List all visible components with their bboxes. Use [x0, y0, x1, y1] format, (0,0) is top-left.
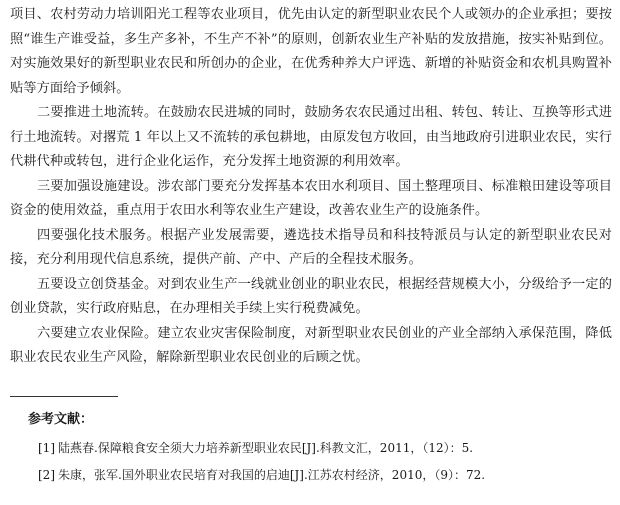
references-divider — [10, 396, 118, 397]
reference-number: [1] — [38, 441, 55, 455]
references-list — [38, 440, 612, 494]
reference-item — [38, 467, 612, 484]
paragraph-insurance: 六要建立农业保险。建立农业灾害保险制度，对新型职业农民创业的产业全部纳入承保范围，降低职业农民农业生产风险，解除新型职业农民创业的后顾之忧。 — [10, 325, 612, 365]
body-text — [10, 3, 612, 371]
reference-text: 朱康，张军.国外职业农民培育对我国的启迪[J].江苏农村经济，2010，（9）：72. — [58, 468, 486, 482]
paragraph-startup-fund: 五要设立创贷基金。对到农业生产一线就业创业的职业农民，根据经营规模大小，分级给予一定的创业贷款，实行政府贴息，在办理相关手续上实行税费减免。 — [10, 276, 612, 316]
reference-number: [2] — [38, 468, 55, 482]
paragraph-land-transfer: 二要推进土地流转。在鼓励农民进城的同时，鼓励务农农民通过出租、转包、转让、互换等形式进行土地流转。对撂荒 1 年以上又不流转的承包耕地，由原发包方收回，由当地政府引进职业农民，实行代耕代种或转包，进行企业化运作，充分发挥土地资源的利用效率。 — [10, 105, 612, 169]
paragraph-continued: 项目、农村劳动力培训阳光工程等农业项目，优先由认定的新型职业农民个人或领办的企业承担；要按照“谁生产谁受益，多生产多补，不生产不补”的原则，创新农业生产补贴的发放措施，按实补贴到位。对实施效果好的新型职业农民和所创办的企业，在优秀种养大户评选、新增的补贴资金和农机具购置补贴等方面给予倾斜。 — [10, 7, 612, 96]
reference-text: 陆燕春.保障粮食安全须大力培养新型职业农民[J].科教文汇，2011，（12）：5. — [58, 441, 474, 455]
references-title: 参考文献： — [28, 412, 94, 427]
paragraph-tech-service: 四要强化技术服务。根据产业发展需要，遴选技术指导员和科技特派员与认定的新型职业农民对接，充分利用现代信息系统，提供产前、产中、产后的全程技术服务。 — [10, 227, 612, 267]
paragraph-facilities: 三要加强设施建设。涉农部门要充分发挥基本农田水利项目、国土整理项目、标准粮田建设等项目资金的使用效益，重点用于农田水利等农业生产建设，改善农业生产的设施条件。 — [10, 178, 612, 218]
reference-item — [38, 440, 612, 457]
